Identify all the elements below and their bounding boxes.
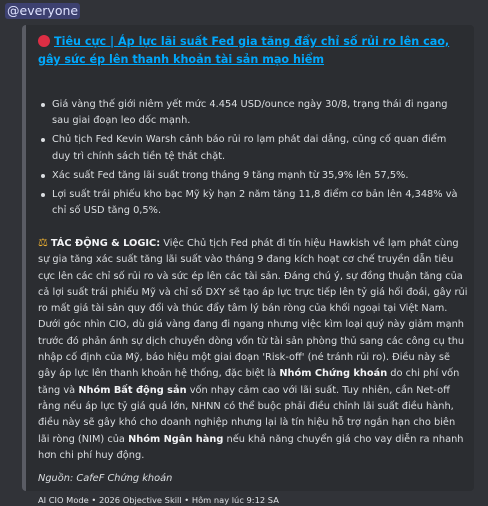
embed-title-link[interactable] [38, 33, 466, 69]
source-line: Nguồn: CafeF Chứng khoán [38, 473, 173, 484]
highlight-banking: Nhóm Ngân hàng [128, 433, 224, 445]
impact-text: Việc Chủ tịch Fed phát đi tín hiệu Hawkish về lạm phát cùng sự gia tăng xác suất tăng lãi suất vào tháng 9 đang kích hoạt cơ chế truyền dẫn tiêu cực lên các chỉ số rủi ro và sức ép lên các tài sản. Đáng chú ý, sự đồng thuận tăng của cả lợi suất trái phiếu Mỹ và chỉ số DXY sẽ tạo áp lực trực tiếp lên tỷ giá hối đoái, gây rủi ro mất giá tài sản quy đổi và thúc đẩy tâm lý bán ròng của khối ngoại tại Việt Nam. Dưới góc nhìn CIO, dù giá vàng đang đi ngang nhưng việc kìm loại quý này giảm mạnh trước đó phản ánh sự dịch chuyển dòng vốn từ tài sản phòng thủ sang các công cụ thu nhập cố định của Mỹ, báo hiệu một giai đoạn 'Risk-off' (né tránh rủi ro). Điều này sẽ gây áp lực lên thanh khoản hệ thống, đặc biệt là [38, 238, 468, 380]
impact-text: nếu khả năng chuyển giá cho vay diễn ra nhanh hơn chi phí huy động. [38, 433, 464, 461]
impact-text: vốn nhạy cảm cao với lãi suất. Tuy nhiên, cần Net-off rằng nếu áp lực tỷ giá quá lớn, NHNN có thể buộc phải điều chỉnh lãi suất điều hành, điều này sẽ gây khó cho doanh nghiệp nhưng lại là tín hiệu hỗ trợ ngắn hạn cho biên lãi ròng (NIM) của [38, 384, 456, 445]
list-item: Chủ tịch Fed Kevin Warsh cảnh báo rủi ro lạm phát dai dẳng, củng cố quan điểm duy trì chính sách tiền tệ thắt chặt. [38, 132, 466, 165]
list-item: Xác suất Fed tăng lãi suất trong tháng 9 tăng mạnh từ 35,9% lên 57,5%. [38, 168, 466, 184]
everyone-mention[interactable]: @everyone [7, 3, 79, 18]
impact-heading: TÁC ĐỘNG & LOGIC: [50, 238, 161, 249]
balance-scale-icon: ⚖ [38, 236, 48, 249]
list-item: Giá vàng thế giới niêm yết mức 4.454 USD/ounce ngày 30/8, trạng thái đi ngang sau giai đoạn leo dốc mạnh. [38, 97, 466, 130]
embed-footer: AI CIO Mode • 2026 Objective Skill • Hôm nay lúc 9:12 SA [38, 495, 279, 505]
highlight-real-estate: Nhóm Bất động sản [78, 384, 187, 396]
news-embed [22, 25, 474, 505]
red-circle-icon [38, 35, 50, 47]
highlight-securities: Nhóm Chứng khoán [279, 368, 388, 380]
impact-text: do chi phí vốn tăng và [38, 368, 460, 396]
impact-analysis [38, 235, 468, 464]
embed-title-text[interactable]: Tiêu cực | Áp lực lãi suất Fed gia tăng đẩy chỉ số rủi ro lên cao, gây sức ép lên thanh khoản tài sản mạo hiểm [38, 35, 450, 66]
message-header [0, 0, 488, 22]
list-item: Lợi suất trái phiếu kho bạc Mỹ kỳ hạn 2 năm tăng 11,8 điểm cơ bản lên 4,348% và chỉ số USD tăng 0,5%. [38, 187, 466, 220]
key-points-list [38, 97, 466, 222]
